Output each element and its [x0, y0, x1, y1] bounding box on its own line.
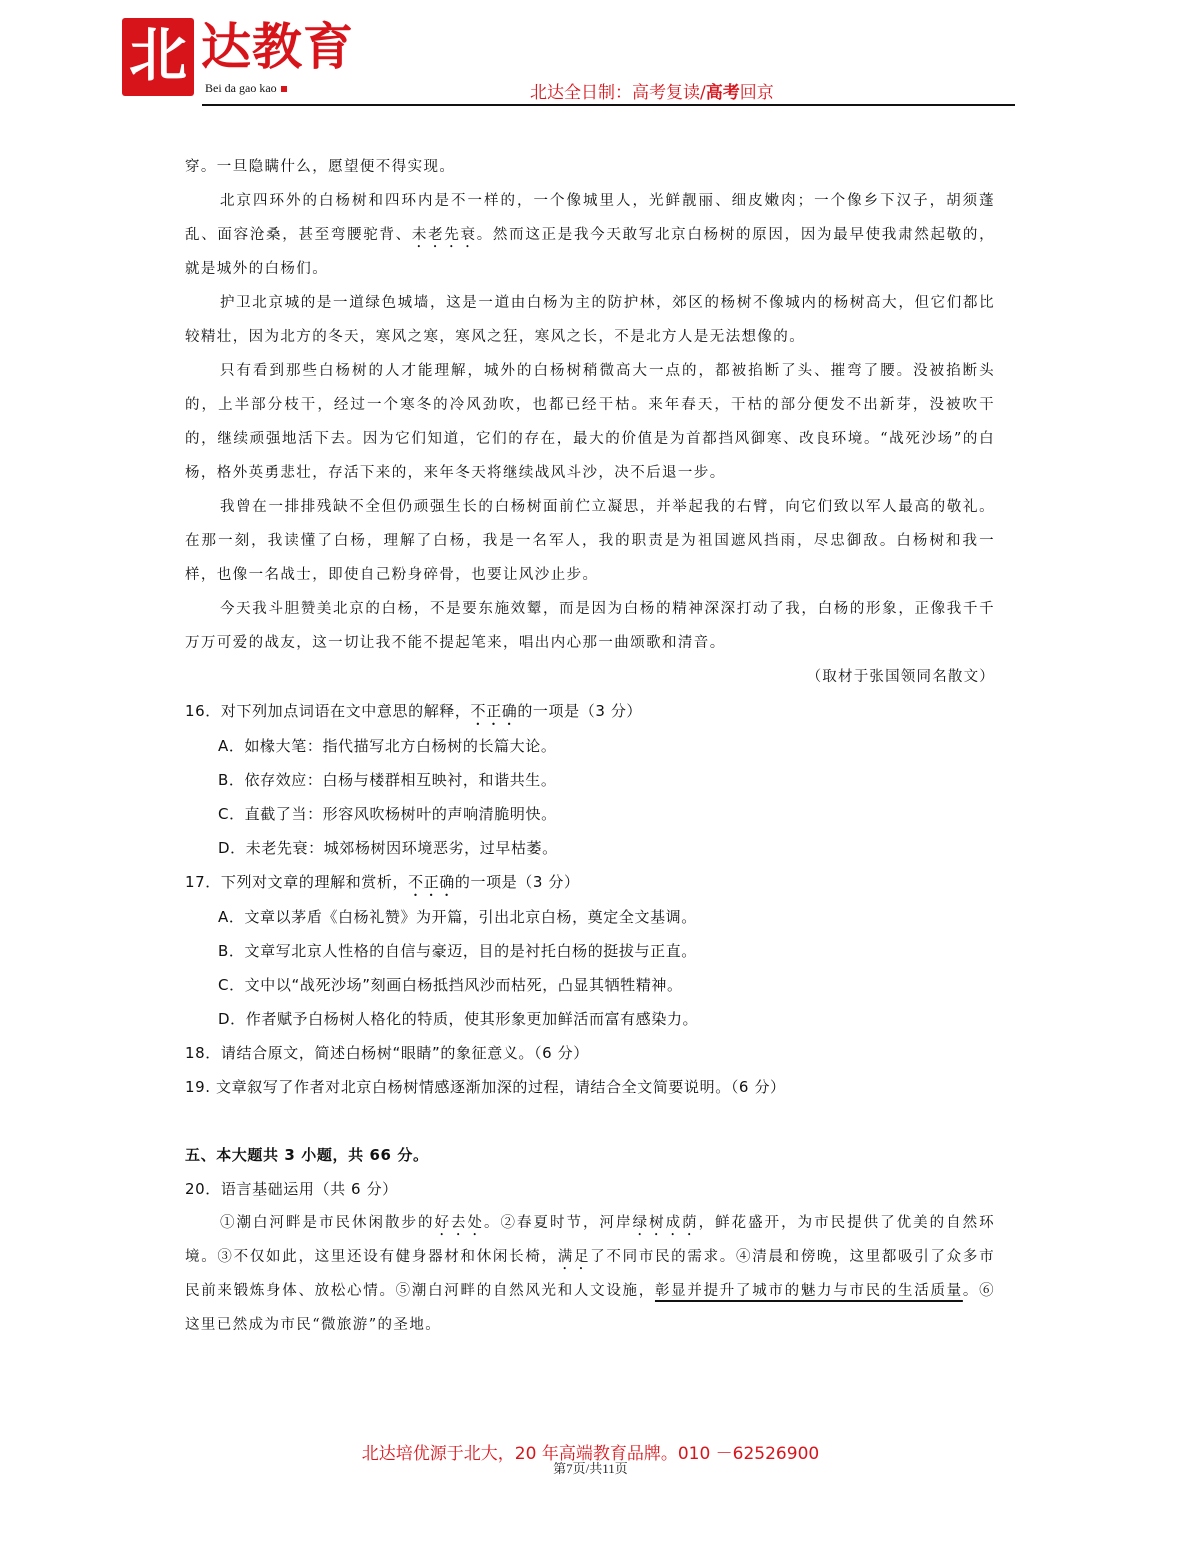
emphasized-term: 绿树成荫 [632, 1215, 699, 1231]
option-c: C．直截了当：形容风吹杨树叶的声响清脆明快。 [218, 805, 557, 823]
passage-paragraph [185, 184, 995, 286]
question-20: 20．语言基础运用（共 6 分） [185, 1180, 398, 1198]
text-run: 。⑥这里已然成为市民“微旅游”的圣地。 [185, 1283, 995, 1333]
slogan-bold: 高考 [705, 83, 740, 103]
option-c: C．文中以“战死沙场”刻画白杨抵挡风沙而枯死，凸显其牺牲精神。 [218, 976, 683, 994]
passage-paragraph: 今天我斗胆赞美北京的白杨，不是要东施效颦，而是因为白杨的精神深深打动了我，白杨的形象，正像我千千万万可爱的战友，这一切让我不能不提起笔来，唱出内心那一曲颂歌和清音。 [185, 601, 995, 651]
footer-slogan: 北达培优源于北大，20 年高端教育品牌。010 －62526900 [361, 1444, 820, 1464]
question-18: 18．请结合原文，简述白杨树“眼睛”的象征意义。（6 分） [185, 1044, 589, 1062]
passage-paragraph: 护卫北京城的是一道绿色城墙，这是一道由白杨为主的防护林，郊区的杨树不像城内的杨树高大，但它们都比较精壮，因为北方的冬天，寒风之寒，寒风之狂，寒风之长，不是北方人是无法想像的。 [185, 295, 995, 345]
square-icon [281, 86, 287, 92]
question-17 [185, 865, 995, 900]
header-divider [202, 104, 1015, 106]
question-19: 19. 文章叙写了作者对北京白杨树情感逐渐加深的过程，请结合全文简要说明。（6 分） [185, 1078, 786, 1096]
logo-pinyin [205, 80, 287, 96]
slogan-part: 北达全日制：高考复读/ [530, 83, 706, 103]
logo-pinyin-text: Bei da gao kao [205, 81, 277, 95]
text-run: 17．下列对文章的理解和赏析， [185, 873, 409, 891]
passage-paragraph: 我曾在一排排残缺不全但仍顽强生长的白杨树面前伫立凝思，并举起我的右臂，向它们致以军人最高的敬礼。在那一刻，我读懂了白杨，理解了白杨，我是一名军人，我的职责是为祖国遮风挡雨，尽忠御敌。白杨树和我一样，也像一名战士，即使自己粉身碎骨，也要让风沙止步。 [185, 499, 995, 583]
text-run: 了不同市民的需求。④清晨和傍晚，这里都吸引了众多市民前来锻炼身体、放松心情。⑤潮白河畔的自然风光和人文设施， [185, 1249, 995, 1299]
logo-mark [122, 18, 194, 96]
text-run: ，鲜花盛开，为市民提供了优美的自然环境。③不仅如此，这里还设有健身器材和休闲长椅， [185, 1215, 996, 1265]
emphasized-term: 满足 [557, 1249, 591, 1265]
option-d: D．作者赋予白杨树人格化的特质，使其形象更加鲜活而富有感染力。 [218, 1010, 699, 1028]
emphasized-term: 好去处 [434, 1215, 485, 1231]
passage-paragraph: 只有看到那些白杨树的人才能理解，城外的白杨树稍微高大一点的，都被掐断了头、摧弯了腰。没被掐断头的，上半部分枝干，经过一个寒冬的冷风劲吹，也都已经干枯。来年春天，干枯的部分便发不出新芽，没被吹干的，继续顽强地活下去。因为它们知道，它们的存在，最大的价值是为首都挡风御寒、改良环境。“战死沙场”的白杨，格外英勇悲壮，存活下来的，来年冬天将继续战风斗沙，决不后退一步。 [185, 363, 995, 481]
passage-paragraph: 穿。一旦隐瞒什么，愿望便不得实现。 [185, 159, 456, 175]
logo-char: 北 [128, 21, 187, 89]
section-title: 五、本大题共 3 小题，共 66 分。 [185, 1146, 429, 1164]
option-d: D．未老先衰：城郊杨树因环境恶劣，过早枯萎。 [218, 839, 558, 857]
slogan-part: 回京 [739, 83, 774, 103]
text-run: 的一项是（3 分） [454, 873, 580, 891]
passage-source: （取材于张国领同名散文） [806, 669, 995, 685]
text-run: 的一项是（3 分） [517, 702, 643, 720]
text-run: 16．对下列加点词语在文中意思的解释， [185, 702, 471, 720]
text-run: 。②春夏时节，河岸 [484, 1215, 633, 1231]
option-b: B．文章写北京人性格的自信与豪迈，目的是衬托白杨的挺拔与正直。 [218, 942, 697, 960]
question-20-passage [185, 1206, 995, 1342]
text-run: 。然而这正是我今天敢写北京白杨树的原因，因为最早使我肃然起敬的，就是城外的白杨们。 [185, 227, 995, 277]
question-16 [185, 694, 995, 729]
logo-text: 达教育 [201, 17, 354, 76]
emphasized-term: 不正确 [470, 702, 518, 720]
emphasized-term: 未老先衰 [411, 227, 477, 243]
page-content [185, 150, 995, 1342]
page-number: 第7页/共11页 [553, 1461, 628, 1476]
option-a: A．文章以茅盾《白杨礼赞》为开篇，引出北京白杨，奠定全文基调。 [218, 908, 697, 926]
option-a: A．如椽大笔：指代描写北方白杨树的长篇大论。 [218, 737, 557, 755]
text-run: ①潮白河畔是市民休闲散步的 [220, 1215, 435, 1231]
text-run: 北京四环外的白杨树和四环内是不一样的，一个像城里人，光鲜靓丽、细皮嫩肉；一个像乡下汉子，胡须蓬乱、面容沧桑，甚至弯腰驼背、 [185, 193, 995, 243]
option-b: B．依存效应：白杨与楼群相互映衬，和谐共生。 [218, 771, 557, 789]
emphasized-term: 不正确 [408, 873, 455, 891]
header-slogan [530, 82, 774, 104]
underlined-sentence: 彰显并提升了城市的魅力与市民的生活质量 [654, 1283, 963, 1299]
